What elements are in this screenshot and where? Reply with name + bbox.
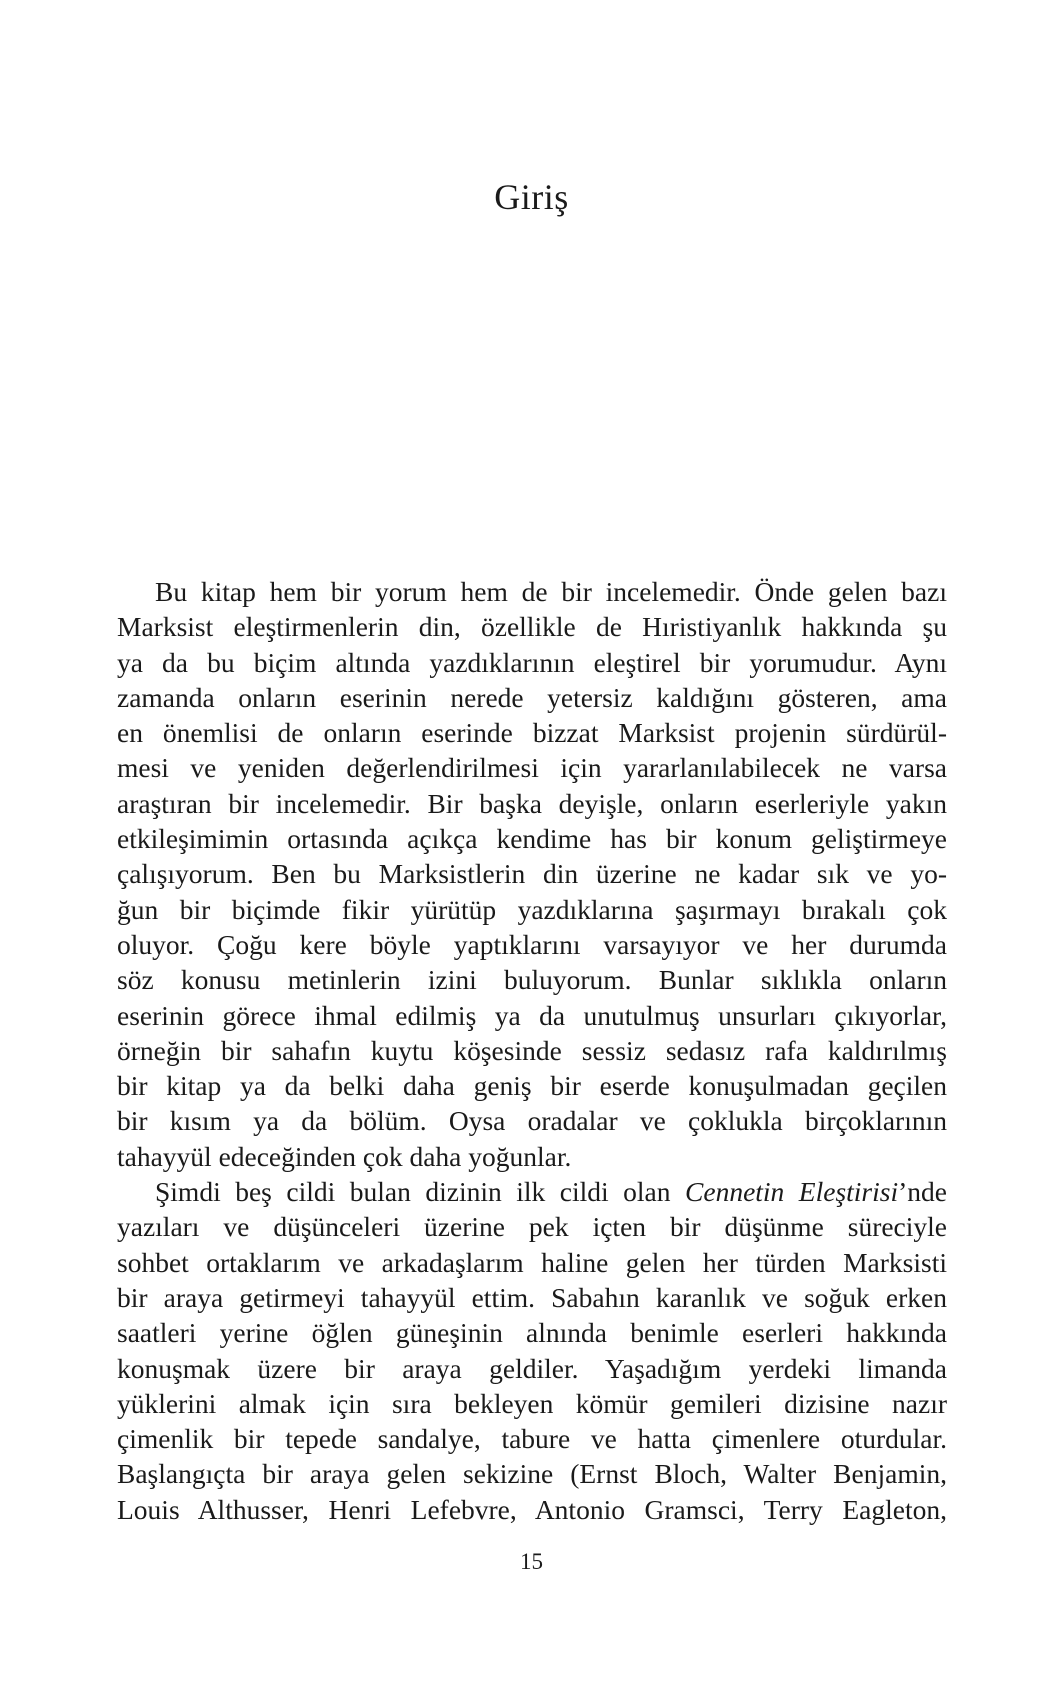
text-line: sohbet ortaklarım ve arkadaşlarım haline gelen her türden Marksisti <box>117 1246 947 1278</box>
chapter-title: Giriş <box>494 177 569 217</box>
paragraph-2 <box>117 1174 947 1527</box>
text-line: araştıran bir incelemedir. Bir başka deyişle, onların eserleriyle yakın <box>117 787 947 819</box>
text-line: ğun bir biçimde fikir yürütüp yazdıklarına şaşırmayı bırakalı çok <box>117 893 947 925</box>
paragraph-1 <box>117 574 947 1174</box>
text-line: mesi ve yeniden değerlendirilmesi için yararlanılabilecek ne varsa <box>117 752 947 784</box>
text-line: etkileşimimin ortasında açıkça kendime has bir konum geliştirmeye <box>117 823 947 855</box>
text-line: örneğin bir sahafın kuytu köşesinde sessiz sedasız rafa kaldırılmış <box>117 1034 947 1066</box>
text-line: konuşmak üzere bir araya geldiler. Yaşadığım yerdeki limanda <box>117 1352 947 1384</box>
body-text <box>117 574 947 1527</box>
text-line: yazıları ve düşünceleri üzerine pek içten bir düşünme süreciyle <box>117 1211 947 1243</box>
page-number: 15 <box>520 1549 543 1574</box>
text-line: bir kitap ya da belki daha geniş bir eserde konuşulmadan geçilen <box>117 1070 947 1102</box>
text-line: tahayyül edeceğinden çok daha yoğunlar. <box>117 1140 572 1172</box>
text-segment: ’nde <box>898 1176 947 1208</box>
text-line: yüklerini almak için sıra bekleyen kömür gemileri dizisine nazır <box>117 1387 947 1419</box>
text-line: çimenlik bir tepede sandalye, tabure ve hatta çimenlere oturdular. <box>117 1423 947 1455</box>
text-line: Marksist eleştirmenlerin din, özellikle de Hıristiyanlık hakkında şu <box>117 611 947 643</box>
text-line: eserinin görece ihmal edilmiş ya da unutulmuş unsurları çıkıyorlar, <box>117 999 947 1031</box>
text-line: Louis Althusser, Henri Lefebvre, Antonio Gramsci, Terry Eagleton, <box>117 1493 947 1525</box>
text-line: oluyor. Çoğu kere böyle yaptıklarını varsayıyor ve her durumda <box>117 928 947 960</box>
text-line: çalışıyorum. Ben bu Marksistlerin din üzerine ne kadar sık ve yo- <box>117 858 947 890</box>
text-segment: Şimdi beş cildi bulan dizinin ilk cildi olan <box>155 1176 686 1208</box>
text-line: Başlangıçta bir araya gelen sekizine (Ernst Bloch, Walter Benjamin, <box>117 1458 947 1490</box>
text-line: söz konusu metinlerin izini buluyorum. Bunlar sıklıkla onların <box>117 964 947 996</box>
text-line: ya da bu biçim altında yazdıklarının eleştirel bir yorumudur. Aynı <box>117 646 947 678</box>
text-line: Bu kitap hem bir yorum hem de bir incelemedir. Önde gelen bazı <box>155 576 947 607</box>
text-line: saatleri yerine öğlen güneşinin alnında benimle eserleri hakkında <box>117 1317 947 1349</box>
text-line: en önemlisi de onların eserinde bizzat Marksist projenin sürdürül- <box>117 717 947 749</box>
text-line: bir kısım ya da bölüm. Oysa oradalar ve çoklukla birçoklarının <box>117 1105 947 1137</box>
book-title: Cennetin Eleştirisi <box>685 1176 899 1208</box>
text-line: zamanda onların eserinin nerede yetersiz kaldığını gösteren, ama <box>117 681 947 713</box>
text-line-with-title <box>117 1174 947 1209</box>
text-line: bir araya getirmeyi tahayyül ettim. Sabahın karanlık ve soğuk erken <box>117 1281 947 1313</box>
